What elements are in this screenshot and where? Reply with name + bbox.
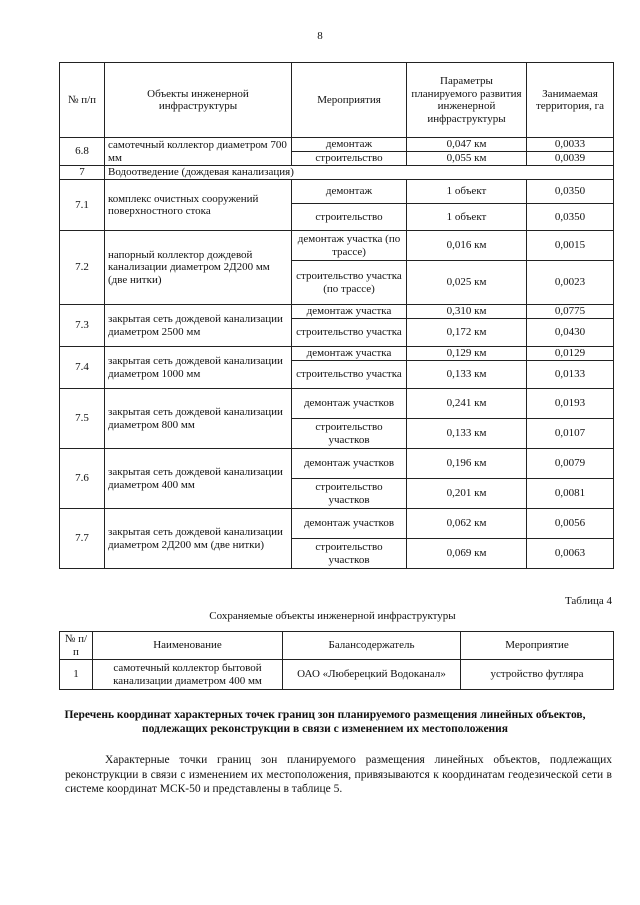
row-territory: 0,0023 bbox=[527, 261, 614, 305]
header-measures: Мероприятия bbox=[292, 63, 407, 138]
row-measure: строительство bbox=[292, 152, 407, 166]
row-territory: 0,0081 bbox=[527, 479, 614, 509]
row-param: 0,201 км bbox=[407, 479, 527, 509]
section-num: 7 bbox=[60, 166, 105, 180]
row-num: 7.3 bbox=[60, 305, 105, 347]
row-measure: демонтаж участков bbox=[292, 509, 407, 539]
table-row bbox=[60, 389, 614, 419]
page-number: 8 bbox=[317, 30, 323, 42]
row-num: 7.2 bbox=[60, 231, 105, 305]
row-object: закрытая сеть дождевой канализации диаметром 1000 мм bbox=[105, 347, 292, 389]
row-num: 6.8 bbox=[60, 138, 105, 166]
row-param: 0,016 км bbox=[407, 231, 527, 261]
header-territory: Занимаемая территория, га bbox=[527, 63, 614, 138]
preserved-objects-table bbox=[59, 631, 614, 690]
header-num: № п/п bbox=[60, 632, 93, 660]
row-territory: 0,0775 bbox=[527, 305, 614, 319]
row-measure: демонтаж участков bbox=[292, 389, 407, 419]
row-territory: 0,0193 bbox=[527, 389, 614, 419]
row-territory: 0,0015 bbox=[527, 231, 614, 261]
row-param: 0,133 км bbox=[407, 361, 527, 389]
row-object: закрытая сеть дождевой канализации диаметром 2Д200 мм (две нитки) bbox=[105, 509, 292, 569]
table-row bbox=[60, 449, 614, 479]
row-holder: ОАО «Люберецкий Водоканал» bbox=[283, 660, 461, 690]
row-param: 0,062 км bbox=[407, 509, 527, 539]
row-territory: 0,0107 bbox=[527, 419, 614, 449]
row-measure: демонтаж bbox=[292, 180, 407, 204]
row-param: 1 объект bbox=[407, 180, 527, 204]
row-territory: 0,0063 bbox=[527, 539, 614, 569]
table-header-row bbox=[60, 632, 614, 660]
header-measure: Мероприятие bbox=[461, 632, 614, 660]
row-num: 7.5 bbox=[60, 389, 105, 449]
row-territory: 0,0430 bbox=[527, 319, 614, 347]
table-row bbox=[60, 660, 614, 690]
row-param: 0,129 км bbox=[407, 347, 527, 361]
row-territory: 0,0350 bbox=[527, 180, 614, 204]
table-row bbox=[60, 509, 614, 539]
header-params: Параметры планируемого развития инженерной инфраструктуры bbox=[407, 63, 527, 138]
row-object: закрытая сеть дождевой канализации диаметром 2500 мм bbox=[105, 305, 292, 347]
row-param: 0,310 км bbox=[407, 305, 527, 319]
row-object: закрытая сеть дождевой канализации диаметром 800 мм bbox=[105, 389, 292, 449]
table4-title: Сохраняемые объекты инженерной инфраструктуры bbox=[209, 610, 456, 622]
row-territory: 0,0129 bbox=[527, 347, 614, 361]
table-row bbox=[60, 180, 614, 204]
row-measure: строительство участков bbox=[292, 419, 407, 449]
row-object: самотечный коллектор диаметром 700 мм bbox=[105, 138, 292, 166]
row-measure: строительство участка (по трассе) bbox=[292, 261, 407, 305]
row-territory: 0,0133 bbox=[527, 361, 614, 389]
table-row bbox=[60, 305, 614, 319]
table-header-row bbox=[60, 63, 614, 138]
row-measure: строительство участков bbox=[292, 539, 407, 569]
header-objects: Объекты инженерной инфраструктуры bbox=[105, 63, 292, 138]
row-param: 0,133 км bbox=[407, 419, 527, 449]
row-territory: 0,0079 bbox=[527, 449, 614, 479]
row-object: комплекс очистных сооружений поверхностного стока bbox=[105, 180, 292, 231]
row-territory: 0,0056 bbox=[527, 509, 614, 539]
body-paragraph: Характерные точки границ зон планируемого размещения линейных объектов, подлежащих реконструкции в связи с изменением их местоположения, привязываются к координатам геодезической сети в системе координат МСК-50 и представлены в таблице 5. bbox=[65, 754, 612, 795]
row-measure: устройство футляра bbox=[461, 660, 614, 690]
row-measure: демонтаж участка (по трассе) bbox=[292, 231, 407, 261]
row-param: 0,241 км bbox=[407, 389, 527, 419]
row-object: закрытая сеть дождевой канализации диаметром 400 мм bbox=[105, 449, 292, 509]
row-param: 0,069 км bbox=[407, 539, 527, 569]
row-territory: 0,0039 bbox=[527, 152, 614, 166]
row-param: 0,196 км bbox=[407, 449, 527, 479]
row-num: 1 bbox=[60, 660, 93, 690]
row-measure: демонтаж bbox=[292, 138, 407, 152]
section-row bbox=[60, 166, 614, 180]
row-num: 7.1 bbox=[60, 180, 105, 231]
row-num: 7.6 bbox=[60, 449, 105, 509]
row-param: 0,025 км bbox=[407, 261, 527, 305]
table-row bbox=[60, 138, 614, 152]
row-num: 7.7 bbox=[60, 509, 105, 569]
row-measure: строительство участка bbox=[292, 319, 407, 347]
header-holder: Балансодержатель bbox=[283, 632, 461, 660]
row-measure: демонтаж участка bbox=[292, 347, 407, 361]
header-num: № п/п bbox=[60, 63, 105, 138]
row-measure: строительство участка bbox=[292, 361, 407, 389]
row-territory: 0,0350 bbox=[527, 204, 614, 231]
row-measure: строительство bbox=[292, 204, 407, 231]
infrastructure-measures-table bbox=[59, 62, 614, 569]
section-title: Водоотведение (дождевая канализация) bbox=[105, 166, 614, 180]
row-num: 7.4 bbox=[60, 347, 105, 389]
row-param: 0,172 км bbox=[407, 319, 527, 347]
row-param: 0,047 км bbox=[407, 138, 527, 152]
row-territory: 0,0033 bbox=[527, 138, 614, 152]
table4-label: Таблица 4 bbox=[564, 595, 612, 607]
row-name: самотечный коллектор бытовой канализации диаметром 400 мм bbox=[93, 660, 283, 690]
row-param: 1 объект bbox=[407, 204, 527, 231]
table-row bbox=[60, 231, 614, 261]
header-name: Наименование bbox=[93, 632, 283, 660]
table-row bbox=[60, 347, 614, 361]
row-measure: строительство участков bbox=[292, 479, 407, 509]
row-measure: демонтаж участка bbox=[292, 305, 407, 319]
section-heading: Перечень координат характерных точек границ зон планируемого размещения линейных объектов, подлежащих реконструкции в связи с изменением их местоположения bbox=[64, 709, 586, 735]
row-object: напорный коллектор дождевой канализации диаметром 2Д200 мм (две нитки) bbox=[105, 231, 292, 305]
row-measure: демонтаж участков bbox=[292, 449, 407, 479]
row-param: 0,055 км bbox=[407, 152, 527, 166]
